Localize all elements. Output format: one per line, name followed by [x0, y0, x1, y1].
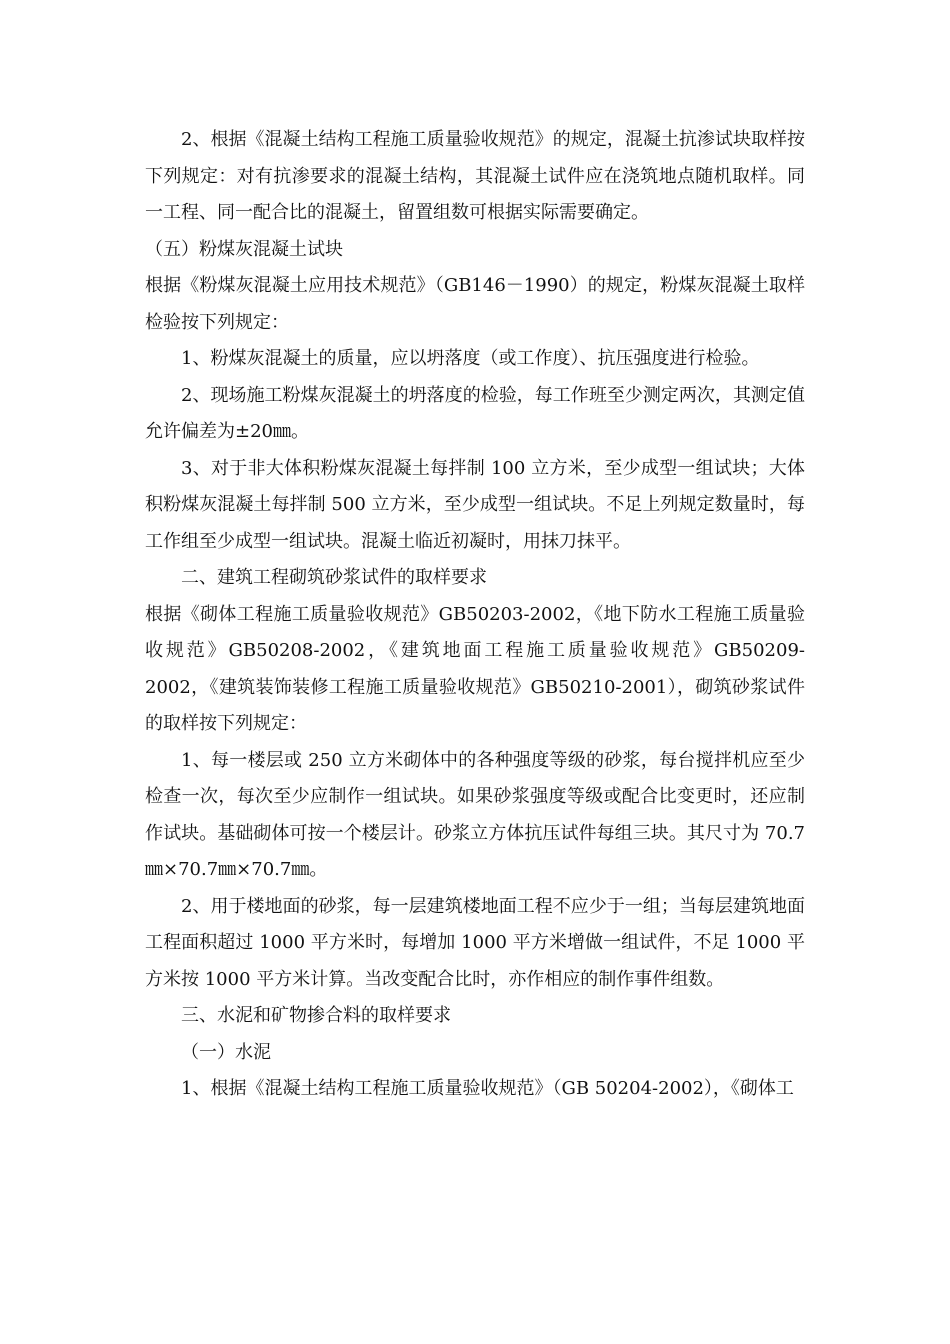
- paragraph-impermeability-samples: 2、根据《混凝土结构工程施工质量验收规范》的规定，混凝土抗渗试块取样按下列规定：对有抗渗要求的混凝土结构，其混凝土试件应在浇筑地点随机取样。同一工程、同一配合比的混凝土，留置组数可根据实际需要确定。: [145, 129, 805, 223]
- list-item-slump-test: 2、现场施工粉煤灰混凝土的坍落度的检验，每工作班至少测定两次，其测定值允许偏差为±20㎜。: [145, 384, 805, 442]
- list-item-cement-standard: 1、根据《混凝土结构工程施工质量验收规范》（GB 50204-2002），《砌体工: [181, 1078, 794, 1099]
- section-heading-mortar-specimens: 二、建筑工程砌筑砂浆试件的取样要求: [181, 567, 487, 588]
- list-item-floor-mortar: 2、用于楼地面的砂浆，每一层建筑楼地面工程不应少于一组；当每层建筑地面工程面积超过 1000 平方米时，每增加 1000 平方米增做一组试件，不足 1000 平方米按 1000 平方米计算。当改变配合比时，亦作相应的制作事件组数。: [145, 895, 805, 990]
- subsection-heading-cement: （一）水泥: [181, 1041, 271, 1063]
- paragraph-fly-ash-standard: 根据《粉煤灰混凝土应用技术规范》（GB146－1990）的规定，粉煤灰混凝土取样检验按下列规定：: [145, 275, 805, 333]
- list-item-specimen-frequency: 3、对于非大体积粉煤灰混凝土每拌制 100 立方米，至少成型一组试块；大体积粉煤灰混凝土每拌制 500 立方米，至少成型一组试块。不足上列规定数量时，每工作组至少成型一组试块。混凝土临近初凝时，用抹刀抹平。: [145, 457, 805, 552]
- list-item-mortar-per-floor: 1、每一楼层或 250 立方米砌体中的各种强度等级的砂浆，每台搅拌机应至少检查一次，每次至少应制作一组试块。如果砂浆强度等级或配合比变更时，还应制作试块。基础砌体可按一个楼层计。砂浆立方体抗压试件每组三块。其尺寸为 70.7㎜×70.7㎜×70.7㎜。: [145, 749, 805, 880]
- section-heading-fly-ash-specimens: （五）粉煤灰混凝土试块: [145, 238, 343, 260]
- paragraph-mortar-standards: 根据《砌体工程施工质量验收规范》GB50203-2002，《地下防水工程施工质量验收规范》GB50208-2002，《建筑地面工程施工质量验收规范》GB50209-2002，《建筑装饰装修工程施工质量验收规范》GB50210-2001），砌筑砂浆试件的取样按下列规定：: [145, 603, 805, 734]
- section-heading-cement-admixture: 三、水泥和矿物掺合料的取样要求: [181, 1005, 451, 1026]
- document-page: [145, 122, 805, 1108]
- list-item-fly-ash-quality: 1、粉煤灰混凝土的质量，应以坍落度（或工作度）、抗压强度进行检验。: [181, 348, 760, 369]
